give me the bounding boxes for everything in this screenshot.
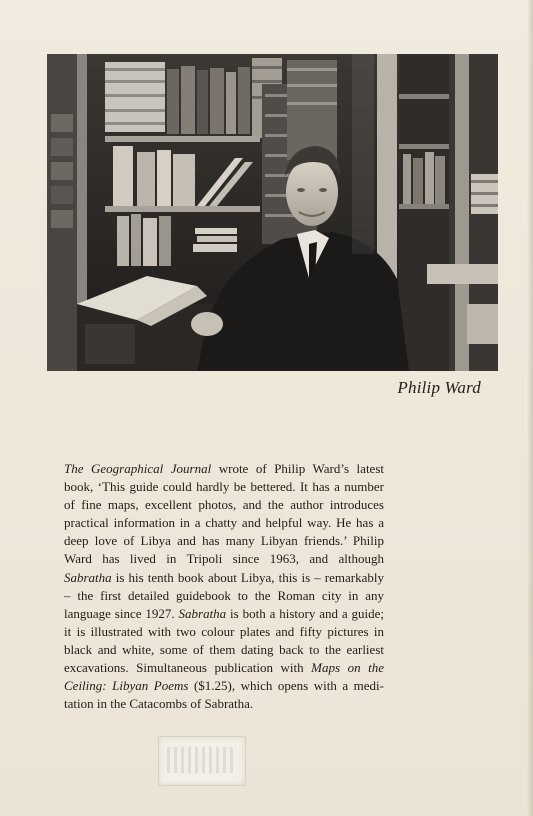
blurb-text: deep love of Libya and has many Libyan friends.’ Philip (64, 533, 384, 549)
blurb-line (64, 605, 384, 623)
blurb-line (64, 677, 384, 695)
blurb-text: it is illustrated with two colour plates and fifty pictures in (64, 623, 384, 639)
blurb-text: is both a history and a guide; (226, 605, 384, 621)
blurb-italic-title: Sabratha (64, 569, 112, 585)
author-photo-illustration (47, 54, 498, 371)
blurb-text: language since 1927. (64, 605, 179, 621)
blurb-text: ($1.25), which opens with a medi- (188, 678, 384, 694)
blurb-line (64, 532, 384, 550)
blurb-line (64, 569, 384, 587)
blurb-text: excavations. Simultaneous publication with (64, 660, 312, 676)
blurb-line (64, 496, 384, 514)
blurb-italic-title: Sabratha (178, 605, 227, 621)
blurb-text: practical information in a chatty and helpful way. He has a (64, 515, 384, 531)
blurb-text: book, ‘This guide could hardly be bettered. It has a number (64, 479, 384, 495)
blurb-text: Ward has lived in Tripoli since 1963, and although (64, 551, 384, 567)
blurb-text: – the first detailed guidebook to the Roman city in any (64, 587, 384, 603)
blurb-line (64, 659, 384, 677)
cover-edge-shadow (527, 0, 533, 816)
blurb-text: black and white, some of them dating back to the earliest (64, 641, 384, 657)
blurb-line (64, 587, 384, 605)
author-photo (47, 54, 498, 371)
blurb-text: is his tenth book about Libya, this is – remarkably (111, 569, 384, 585)
blurb-line (64, 623, 384, 641)
blurb-line (64, 641, 384, 659)
blurb-text: tation in the Catacombs of Sabratha. (64, 696, 254, 712)
blurb-line (64, 514, 384, 532)
blurb-line (64, 695, 384, 713)
blurb-italic-title: Maps on the (311, 660, 384, 676)
blurb-line (64, 550, 384, 568)
blurb-line (64, 460, 384, 478)
blurb-italic-title: Ceiling: Libyan Poems (64, 678, 189, 694)
photo-caption: Philip Ward (397, 378, 481, 397)
blurb-text: wrote of Philip Ward’s latest (211, 461, 384, 476)
price-sticker-residue (158, 736, 246, 786)
blurb-line (64, 478, 384, 496)
blurb-text: of fine maps, excellent photos, and the author introduces (64, 497, 384, 513)
book-blurb (64, 460, 384, 713)
blurb-italic-title: The Geographical Journal (64, 461, 212, 476)
